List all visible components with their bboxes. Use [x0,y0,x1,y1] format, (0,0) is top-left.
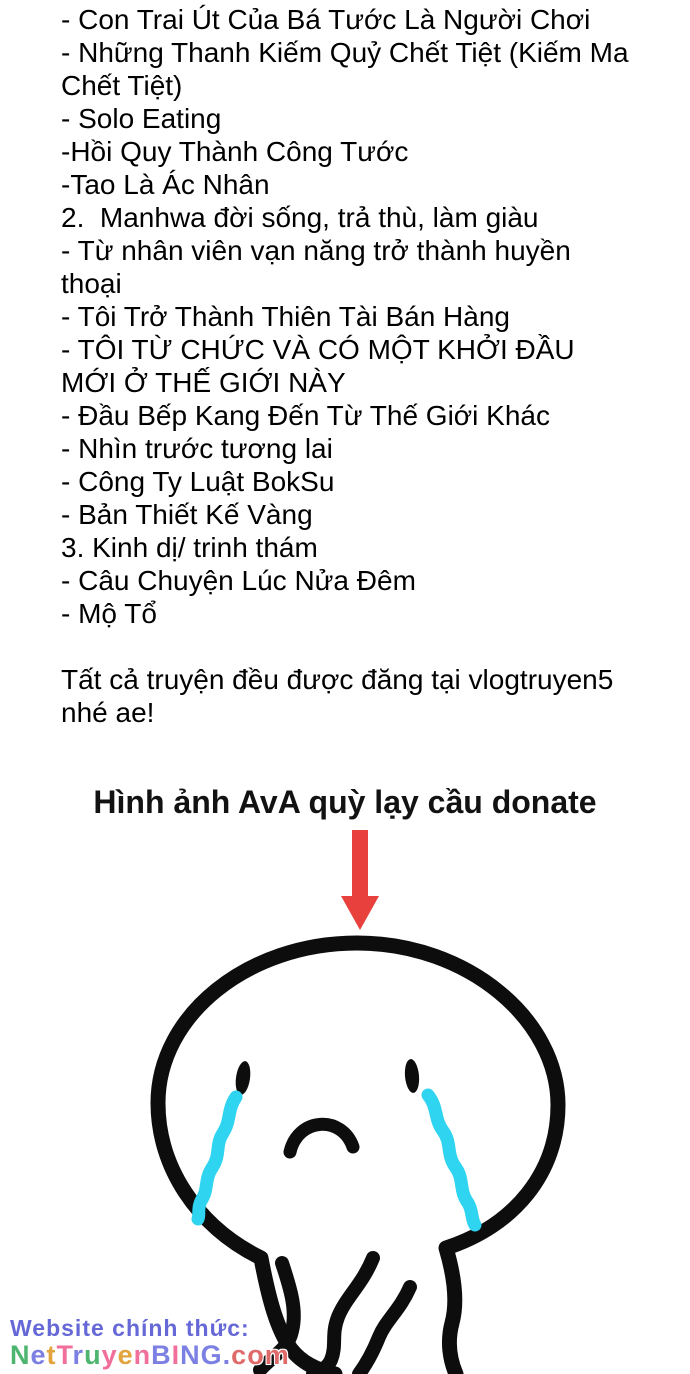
list-item: - TÔI TỪ CHỨC VÀ CÓ MỘT KHỞI ĐẦU MỚI Ở THẾ GIỚI NÀY [61,334,583,398]
footer-note: Tất cả truyện đều được đăng tại vlogtruyen5 nhé ae! [61,664,622,728]
watermark-letter: m [264,1340,290,1371]
list-item: 3. Kinh dị/ trinh thám [61,532,318,563]
watermark-letter: n [133,1340,152,1371]
watermark-letter: u [84,1340,102,1371]
down-arrow-icon [338,830,382,932]
watermark-letter: G [200,1340,223,1371]
watermark-letter: e [117,1340,134,1371]
watermark-letter: o [247,1340,265,1371]
list-item: -Tao Là Ác Nhân [61,169,270,200]
list-item: - Nhìn trước tương lai [61,433,333,464]
watermark-letter: . [222,1340,232,1371]
list-item: 2. Manhwa đời sống, trả thù, làm giàu [61,202,539,233]
watermark-letter: t [46,1340,57,1371]
donate-heading: Hình ảnh AvA quỳ lạy cầu donate [93,784,597,820]
watermark-letter: I [171,1340,181,1371]
down-arrow-shape [341,830,379,930]
watermark-letter: N [10,1340,31,1371]
list-item: -Hồi Quy Thành Công Tước [61,136,409,167]
list-item: - Tôi Trở Thành Thiên Tài Bán Hàng [61,301,510,332]
list-item: - Mộ Tổ [61,598,157,629]
watermark-letter: N [180,1340,201,1371]
list-item: - Những Thanh Kiếm Quỷ Chết Tiệt (Kiếm Ma Chết Tiệt) [61,37,637,101]
list-item: - Công Ty Luật BokSu [61,466,335,497]
title-list-section [61,3,637,729]
list-item: - Con Trai Út Của Bá Tước Là Người Chơi [61,4,591,35]
list-item: - Solo Eating [61,103,222,134]
watermark-site-name [10,1341,290,1371]
list-item: - Câu Chuyện Lúc Nửa Đêm [61,565,416,596]
list-item: - Bản Thiết Kế Vàng [61,499,313,530]
watermark-letter: c [231,1340,248,1371]
watermark-letter: r [72,1340,85,1371]
watermark-letter: B [151,1340,172,1371]
watermark-letter: T [56,1340,73,1371]
watermark-label: Website chính thức: [10,1315,250,1341]
list-item: - Từ nhân viên vạn năng trở thành huyền thoại [61,235,579,299]
recommendation-list [61,3,637,630]
watermark [10,1316,290,1371]
watermark-letter: e [30,1340,47,1371]
watermark-letter: y [101,1340,118,1371]
list-item: - Đầu Bếp Kang Đến Từ Thế Giới Khác [61,400,550,431]
crying-figure-drawing [0,923,690,1374]
